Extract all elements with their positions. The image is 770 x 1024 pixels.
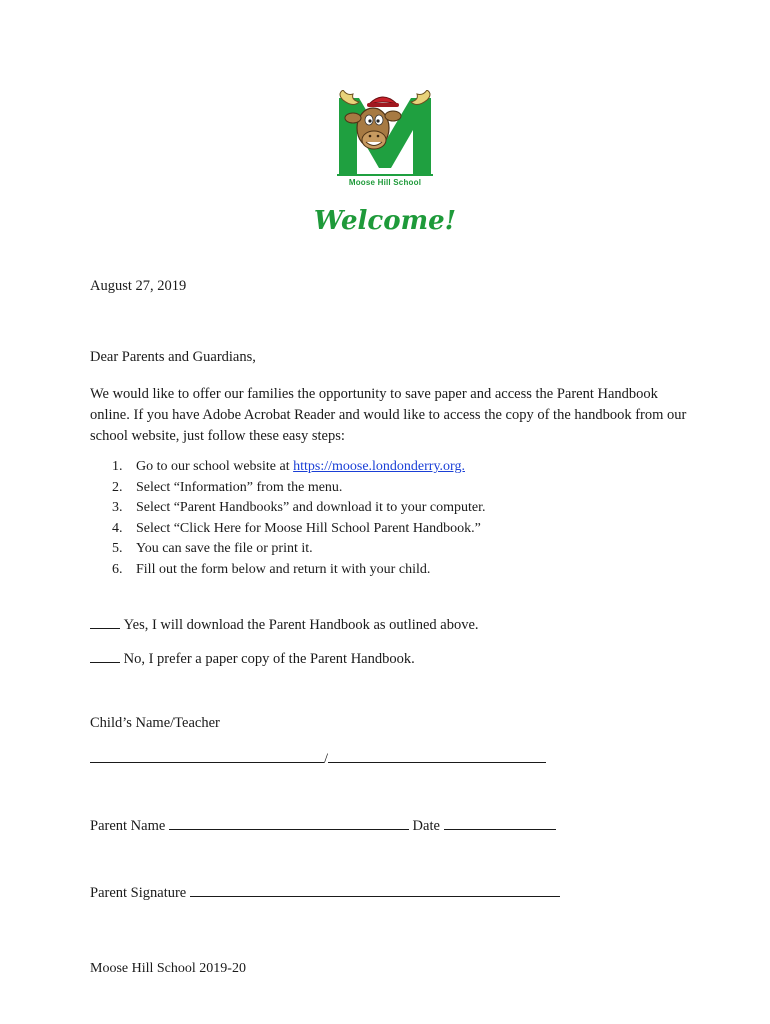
logo-caption: Moose Hill School	[348, 178, 422, 187]
list-item: 5. You can save the file or print it.	[112, 541, 313, 557]
child-name-line: /	[90, 748, 546, 770]
page-footer: Moose Hill School 2019-20	[90, 961, 246, 976]
school-website-link[interactable]: https://moose.londonderry.org.	[293, 459, 465, 474]
list-item: 2. Select “Information” from the menu.	[112, 479, 343, 495]
parent-name-row: Parent Name Date	[90, 815, 556, 837]
welcome-heading: Welcome!	[313, 206, 457, 236]
moose-logo-icon	[333, 90, 437, 192]
teacher-name-field[interactable]	[328, 748, 546, 763]
steps-list	[112, 457, 486, 581]
parent-name-field[interactable]	[169, 815, 409, 830]
signature-field[interactable]	[190, 882, 560, 897]
yes-checkbox-blank[interactable]	[90, 614, 120, 629]
option-yes: Yes, I will download the Parent Handbook as outlined above.	[90, 614, 479, 636]
signature-row: Parent Signature	[90, 882, 560, 904]
list-item: 1. Go to our school website at https://moose.londonderry.org.	[112, 457, 486, 478]
no-checkbox-blank[interactable]	[90, 648, 120, 663]
letter-date: August 27, 2019	[90, 278, 187, 294]
salutation: Dear Parents and Guardians,	[90, 349, 256, 365]
intro-paragraph: We would like to offer our families the opportunity to save paper and access the Parent Handbook online. If you have Adobe Acrobat Reader and would like to access the copy of the handbook from our school website, just follow these easy steps:	[90, 386, 687, 444]
child-name-label: Child’s Name/Teacher	[90, 715, 220, 731]
list-item: 6. Fill out the form below and return it with your child.	[112, 561, 431, 577]
list-item: 4. Select “Click Here for Moose Hill School Parent Handbook.”	[112, 520, 481, 536]
date-field[interactable]	[444, 815, 556, 830]
option-no: No, I prefer a paper copy of the Parent Handbook.	[90, 648, 415, 670]
child-name-field[interactable]	[90, 748, 324, 763]
list-item: 3. Select “Parent Handbooks” and download it to your computer.	[112, 500, 486, 516]
